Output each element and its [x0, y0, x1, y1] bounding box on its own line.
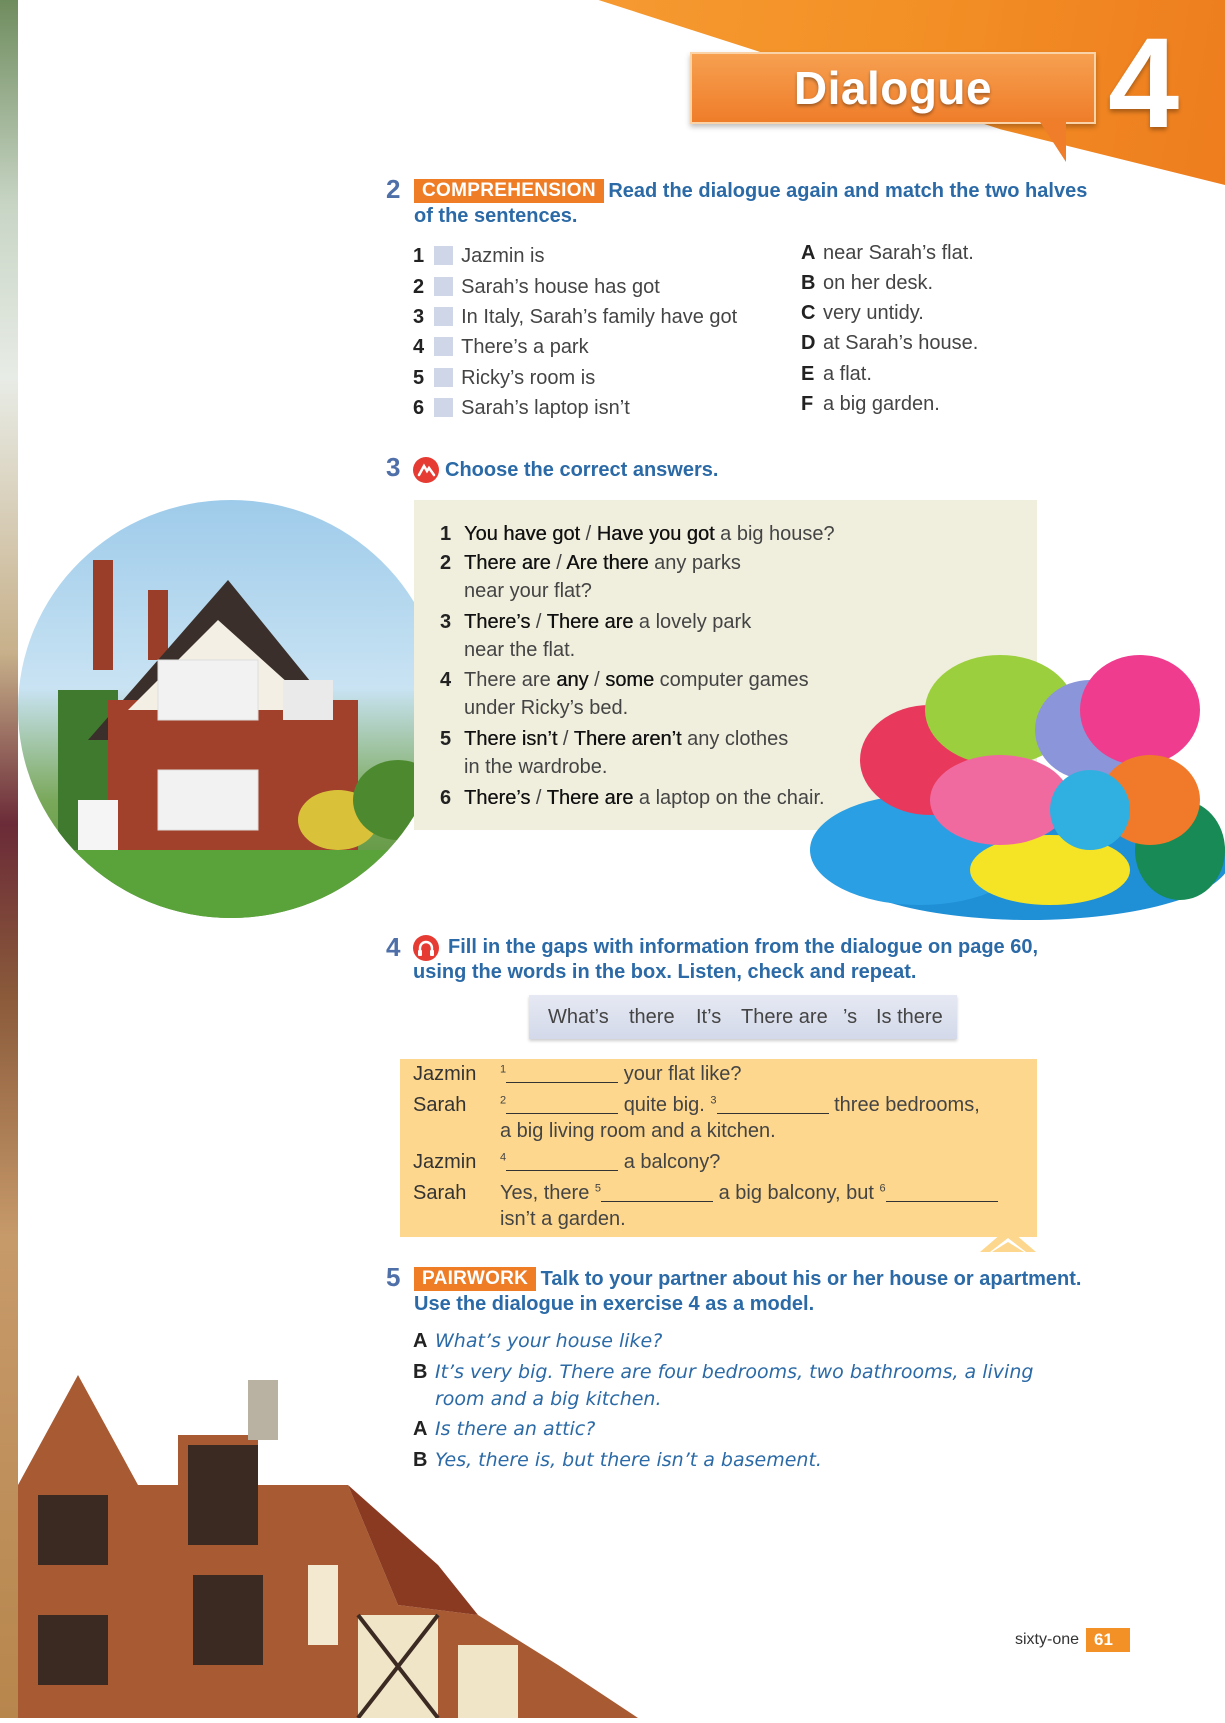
- model-line: [413, 1328, 662, 1355]
- word-box-word: there: [629, 1006, 675, 1028]
- gap-number: 6: [879, 1182, 886, 1195]
- item-letter: C: [801, 302, 816, 324]
- item-text: Jazmin is: [461, 245, 545, 267]
- item-text: Ricky’s room is: [461, 367, 596, 389]
- item-text: a laptop on the chair.: [633, 787, 825, 809]
- word-box: [529, 995, 957, 1039]
- dialogue-line-3: [500, 1151, 720, 1174]
- item-letter: B: [801, 272, 816, 294]
- item-text: a big house?: [714, 523, 835, 545]
- item-text: any clothes: [681, 728, 789, 750]
- item-number: 6: [440, 787, 452, 809]
- choice-item: [440, 725, 788, 781]
- item-text: on her desk.: [823, 272, 934, 294]
- dialogue-text: isn’t a garden.: [500, 1208, 626, 1230]
- speaker-letter: A: [413, 1418, 428, 1440]
- item-number: 3: [440, 611, 452, 633]
- title-box: [690, 52, 1096, 124]
- answer-box[interactable]: [434, 337, 453, 356]
- exercise-2-instruction-text: Read the dialogue again and match the two halves: [608, 180, 1088, 202]
- answer-box[interactable]: [434, 277, 453, 296]
- item-letter: E: [801, 363, 815, 385]
- option-b[interactable]: some: [605, 669, 655, 691]
- model-text: Yes, there is, but there isn’t a basement.: [435, 1449, 822, 1471]
- item-number: 1: [413, 245, 425, 267]
- choice-item: [440, 608, 751, 664]
- match-item-right: [801, 272, 933, 295]
- word-box-word: Is there: [876, 1006, 943, 1028]
- item-text: Sarah’s laptop isn’t: [461, 397, 630, 419]
- item-letter: D: [801, 332, 816, 354]
- answer-box[interactable]: [434, 307, 453, 326]
- exercise-2-number: 2: [386, 174, 401, 204]
- option-b[interactable]: There are: [546, 787, 634, 809]
- clothes-pile-photo: [800, 650, 1225, 930]
- option-separator: /: [530, 611, 547, 633]
- choice-item: [440, 666, 809, 722]
- dialogue-text: your flat like?: [623, 1063, 742, 1085]
- exercise-5-instruction-text: Talk to your partner about his or her house or apartment.: [540, 1268, 1082, 1290]
- comprehension-badge: COMPREHENSION: [414, 179, 604, 203]
- option-a[interactable]: There isn’t: [464, 728, 558, 750]
- answer-box[interactable]: [434, 398, 453, 417]
- item-number: 4: [440, 669, 452, 691]
- item-number: 3: [413, 306, 425, 328]
- dialogue-text: three bedrooms,: [834, 1094, 980, 1116]
- option-a[interactable]: There’s: [464, 611, 531, 633]
- dialogue-speaker: Sarah: [413, 1182, 467, 1204]
- exercise-4-instruction: [448, 935, 1038, 960]
- word-box-word: It’s: [696, 1006, 722, 1028]
- dialogue-speaker: Jazmin: [413, 1063, 477, 1085]
- word-box-word: What’s: [548, 1006, 609, 1028]
- pairwork-badge: PAIRWORK: [414, 1267, 536, 1291]
- match-item-left: [413, 306, 737, 329]
- item-text: a flat.: [823, 363, 872, 385]
- item-text: any parks: [648, 552, 741, 574]
- item-number: 1: [440, 523, 452, 545]
- gap-3[interactable]: [717, 1095, 829, 1114]
- item-number: 5: [440, 728, 452, 750]
- item-number: 2: [440, 552, 452, 574]
- model-text: What’s your house like?: [435, 1330, 663, 1352]
- option-b[interactable]: There are: [546, 611, 634, 633]
- gap-number: 4: [500, 1151, 507, 1164]
- gap-number: 3: [710, 1094, 717, 1107]
- headphones-icon: [413, 935, 439, 961]
- dialogue-text: a balcony?: [623, 1151, 721, 1173]
- item-text-cont: near the flat.: [464, 639, 576, 661]
- word-box-word: ’s: [843, 1006, 858, 1028]
- exercise-2-instruction-text-2: of the sentences.: [414, 205, 578, 227]
- match-item-left: [413, 336, 589, 359]
- option-separator: /: [580, 523, 597, 545]
- answer-box[interactable]: [434, 246, 453, 265]
- chevron-up-icon: [978, 1222, 1038, 1254]
- gap-number: 2: [500, 1094, 507, 1107]
- option-separator: /: [588, 669, 606, 691]
- item-text: There’s a park: [461, 336, 589, 358]
- match-item-left: [413, 276, 660, 299]
- item-text: In Italy, Sarah’s family have got: [461, 306, 738, 328]
- item-number: 5: [413, 367, 425, 389]
- model-text-cont: room and a big kitchen.: [435, 1388, 662, 1410]
- choice-item: [440, 784, 825, 812]
- item-letter: A: [801, 242, 816, 264]
- item-text-cont: near your flat?: [464, 580, 592, 602]
- option-b[interactable]: Are there: [566, 552, 649, 574]
- house-photo: [18, 500, 444, 918]
- option-b[interactable]: There aren’t: [573, 728, 682, 750]
- choice-item: [440, 549, 741, 605]
- choice-item: [440, 520, 835, 548]
- exercise-4-instruction-2: [413, 960, 916, 985]
- option-separator: /: [530, 787, 547, 809]
- option-a[interactable]: You have got: [464, 523, 581, 545]
- model-text: It’s very big. There are four bedrooms, two bathrooms, a living: [435, 1361, 1034, 1383]
- title-box-tail: [1040, 122, 1066, 162]
- option-b[interactable]: Have you got: [596, 523, 715, 545]
- match-item-right: [801, 393, 940, 416]
- building-photo: [18, 1365, 638, 1718]
- dialogue-line-4: [500, 1182, 998, 1205]
- item-letter: F: [801, 393, 814, 415]
- exercise-3-instruction: Choose the correct answers.: [445, 459, 719, 481]
- item-text: near Sarah’s flat.: [823, 242, 974, 264]
- item-text: computer games: [654, 669, 809, 691]
- item-text: There are: [464, 669, 557, 691]
- item-text: a lovely park: [633, 611, 752, 633]
- exercise-2-instruction: [414, 179, 1114, 229]
- speaker-letter: A: [413, 1330, 428, 1352]
- item-text: a big garden.: [823, 393, 940, 415]
- page-number: 61: [1086, 1628, 1130, 1652]
- gap-1[interactable]: [506, 1064, 618, 1083]
- exercise-4-instruction-text-2: using the words in the box. Listen, check and repeat.: [413, 961, 917, 983]
- page-title: Dialogue: [793, 62, 993, 114]
- item-text: Sarah’s house has got: [461, 276, 660, 298]
- dialogue-text: a big balcony, but: [718, 1182, 874, 1204]
- exercise-4-instruction-text: Fill in the gaps with information from the dialogue on page 60,: [448, 936, 1039, 958]
- item-number: 2: [413, 276, 425, 298]
- gap-5[interactable]: [601, 1183, 713, 1202]
- unit-number: 4: [1108, 12, 1180, 155]
- item-text-cont: in the wardrobe.: [464, 756, 608, 778]
- match-item-right: [801, 363, 872, 386]
- item-number: 6: [413, 397, 425, 419]
- dialogue-line-1: [500, 1063, 742, 1086]
- exercise-5-instruction: [414, 1267, 1114, 1317]
- match-item-right: [801, 242, 974, 265]
- left-edge-photo: [0, 0, 18, 1718]
- model-text: Is there an attic?: [435, 1418, 596, 1440]
- option-a[interactable]: There’s: [464, 787, 531, 809]
- gap-number: 1: [500, 1063, 507, 1076]
- speaker-letter: B: [413, 1361, 428, 1383]
- item-text: very untidy.: [823, 302, 924, 324]
- speaker-letter: B: [413, 1449, 428, 1471]
- option-a[interactable]: There are: [464, 552, 551, 574]
- gap-4[interactable]: [506, 1152, 618, 1171]
- option-separator: /: [550, 552, 567, 574]
- grammar-icon: [413, 457, 439, 483]
- word-box-word: There are: [741, 1006, 828, 1028]
- exercise-4-number: 4: [386, 932, 401, 962]
- page-word: sixty-one: [1015, 1631, 1080, 1648]
- dialogue-line-2: [500, 1094, 980, 1117]
- exercise-3-number: 3: [386, 452, 401, 482]
- item-number: 4: [413, 336, 425, 358]
- gap-2[interactable]: [506, 1095, 618, 1114]
- match-item-right: [801, 302, 924, 325]
- option-a[interactable]: any: [556, 669, 589, 691]
- dialogue-speaker: Sarah: [413, 1094, 467, 1116]
- exercise-5-instruction-text-2: Use the dialogue in exercise 4 as a model.: [414, 1293, 815, 1315]
- match-item-left: [413, 397, 630, 420]
- item-text: at Sarah’s house.: [823, 332, 979, 354]
- dialogue-text: quite big.: [623, 1094, 705, 1116]
- option-separator: /: [557, 728, 574, 750]
- gap-6[interactable]: [886, 1183, 998, 1202]
- item-text-cont: under Ricky’s bed.: [464, 697, 629, 719]
- match-item-left: [413, 367, 595, 390]
- match-item-left: [413, 245, 544, 268]
- gap-number: 5: [594, 1182, 602, 1195]
- answer-box[interactable]: [434, 368, 453, 387]
- dialogue-text: Yes, there: [500, 1182, 590, 1204]
- dialogue-speaker: Jazmin: [413, 1151, 477, 1173]
- exercise-5-number: 5: [386, 1262, 401, 1292]
- dialogue-text: a big living room and a kitchen.: [500, 1120, 776, 1142]
- match-item-right: [801, 332, 978, 355]
